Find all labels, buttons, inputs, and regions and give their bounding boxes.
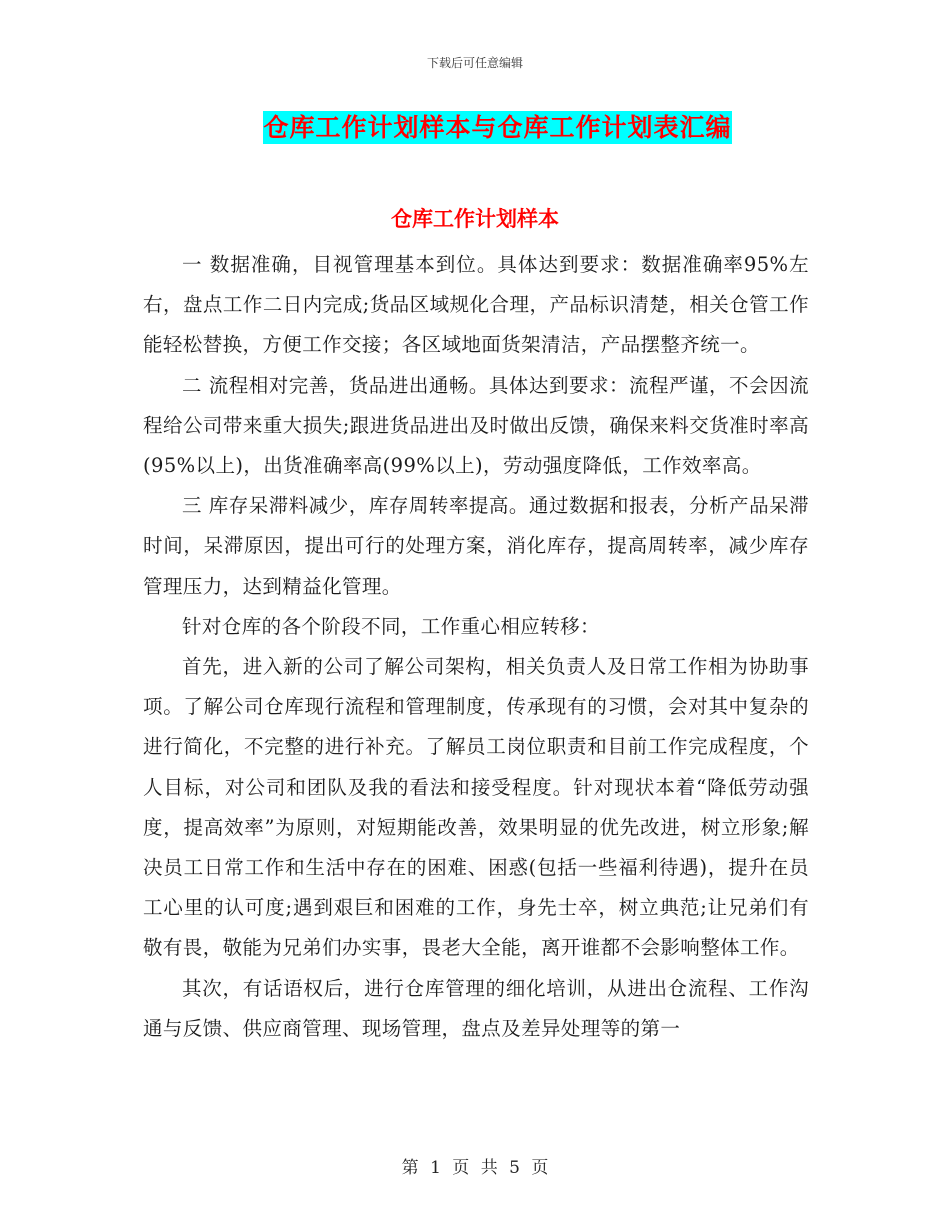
- paragraph: 二 流程相对完善，货品进出通畅。具体达到要求：流程严谨，不会因流程给公司带来重大损失;跟进货品进出及时做出反馈，确保来料交货准时率高(95%以上)，出货准确率高(99%以上)，劳动强度降低，工作效率高。: [143, 373, 809, 478]
- paragraph: 针对仓库的各个阶段不同，工作重心相应转移：: [182, 614, 600, 638]
- paragraph: 一 数据准确，目视管理基本到位。具体达到要求：数据准确率95%左右，盘点工作二日内完成;货品区域规化合理，产品标识清楚，相关仓管工作能轻松替换，方便工作交接；各区域地面货架清洁，产品摆整齐统一。: [143, 253, 809, 357]
- document-title: [0, 108, 950, 144]
- section-title: 仓库工作计划样本: [391, 207, 559, 231]
- document-title-text: 仓库工作计划样本与仓库工作计划表汇编: [263, 113, 732, 142]
- document-body: [143, 245, 809, 1049]
- page-number: 第 1 页 共 5 页: [401, 1158, 549, 1178]
- paragraph: 其次，有话语权后，进行仓库管理的细化培训，从进出仓流程、工作沟通与反馈、供应商管理、现场管理，盘点及差异处理等的第一: [143, 976, 809, 1040]
- header-note: 下载后可任意编辑: [426, 56, 523, 70]
- paragraph: 三 库存呆滞料减少，库存周转率提高。通过数据和报表，分析产品呆滞时间，呆滞原因，提出可行的处理方案，消化库存，提高周转率，减少库存管理压力，达到精益化管理。: [143, 494, 809, 598]
- paragraph: 首先，进入新的公司了解公司架构，相关负责人及日常工作相为协助事项。了解公司仓库现行流程和管理制度，传承现有的习惯，会对其中复杂的进行简化，不完整的进行补充。了解员工岗位职责和目前工作完成程度，个人目标，对公司和团队及我的看法和接受程度。针对现状本着“降低劳动强度，提高效率”为原则，对短期能改善，效果明显的优先改进，树立形象;解决员工日常工作和生活中存在的困难、困惑(包括一些福利待遇)，提升在员工心里的认可度;遇到艰巨和困难的工作，身先士卒，树立典范;让兄弟们有敬有畏，敬能为兄弟们办实事，畏老大全能，离开谁都不会影响整体工作。: [143, 655, 809, 960]
